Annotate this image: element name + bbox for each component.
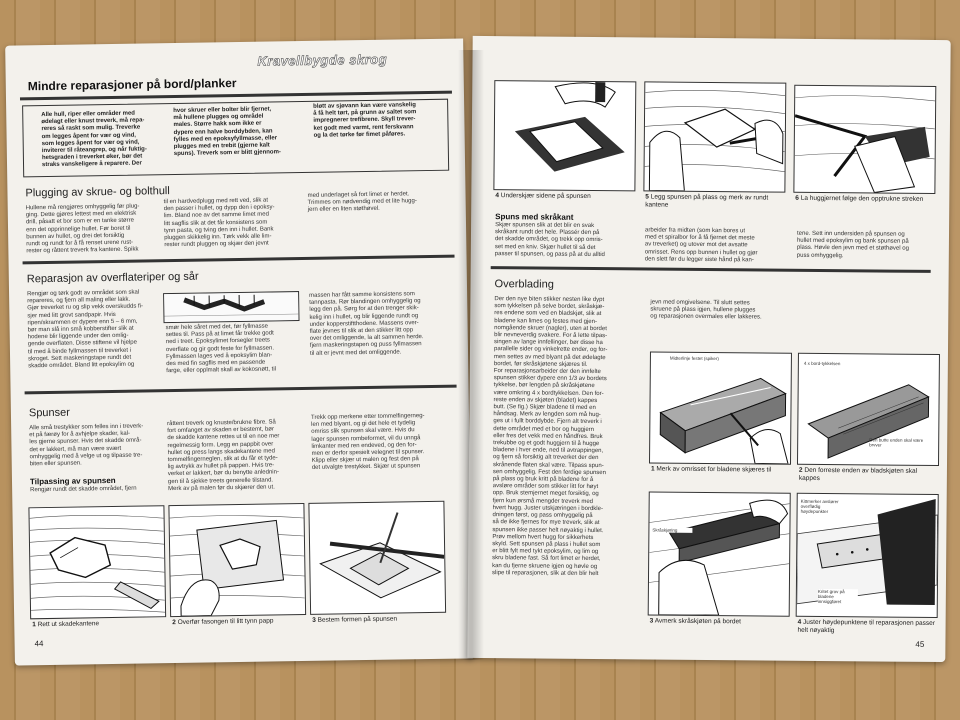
subheading-bevel-spuns: Spuns med skråkant — [495, 212, 574, 222]
figure-1-straighten-edges — [28, 505, 166, 619]
figure-1-caption: 1 Rett ut skadekantene — [32, 620, 100, 629]
page-title: Mindre reparasjoner på bord/planker — [27, 76, 237, 94]
figure-b2-butt-end — [797, 353, 940, 466]
scratches-col1: Rengjør og tørk godt av området som skal repareres, og fjern all maling eller lakk. Gjør treverket ru og slip vekk overskudds fi- sjer med litt grovt sandpapir. Hvis ripen/skrammen er dypere enn 5 – 6 mm, bør man slå inn små kobberstifter slik at hodene blir liggende under den omlig- gende overflaten. Disse stiftene vil hjelpe til med å binde fyllmassen til treverket i skroget. Sett maskeringstape rundt det skadde området. Bland litt epoksylim og — [27, 289, 144, 370]
figure-3-caption: 3 Bestem formen på spunsen — [312, 615, 398, 624]
overblading-col2: jevn med omgivelsene. Til slutt settes skruene på plass igjen, hullene plugges og reparasjonen overmales eller lakkeres. — [650, 299, 762, 321]
figure-b2-label: 4 x bord-tykkelsen — [803, 360, 841, 367]
figure-2-caption: 2 Overfør fasongen til litt tynn papp — [172, 617, 274, 627]
overblading-col1: Der den nye biten stikker nesten like dypt som tykkelsen på selve bordet, skråskjæ- res endene som ved en bladskjøt, slik at bladene kan limes og festes med gjen- nomgående skruer (nagler), uten at bordet blir nevneverdig svakere. For å lette tilpas- singen av lange innfellinger, bør disse ha parallelle sider og vinkelrette ender, og for- men settes av med blyant på det ødelagte bordet, før skråskjøtene skjæres til. For reparasjonsarbeider der den innfelte spunsen stikker dypere enn 1/3 av bordets tykkelse, bør lengden på skråskjøtene være omkring 4 x bordtykkelsen. Den for- reste enden av skjøten (bladet) kappes butt. (Se fig.) Skjær bladene til med en håndsag. Merk av lengden som må hug- ges ut i fullt borddybde. Fjern alt treverk i dette området med et bor og huggjern eller fres det vekk med en håndfres. Bruk trekubbe og et godt huggjern til å hugge bladene i hver ende, ned til avtrappingen, og fjern så forsiktig alt treverket der den skrånende flaten skal være. Tilpass spun- sen omhyggelig. Fest den ferdige spunsen på plass og bruk kritt på bladene for å avsløre områder som stikker litt for høyt opp. Bruk stemjernet meget forsiktig, og fjern kun ørsmå mengder treverk med hvert hugg. Juster utskjæringen i bordkle- dningen først, og pass omhyggelig på så de ikke fjernes for mye treverk, slik at spunsen ikke passer helt nøyaktig i hullet. Prøv mellom hvert hugg for sikkerhets skyld. Sett spunsen på plass i hullet som er blitt fylt med tykt epoksylim, og lim og skru bladene fast. Så fort limet er herdet, kan du fjerne skruene igjen og høvle og slipe til reparasjonen, slik at den blir helt — [492, 296, 608, 577]
figure-b3-caption: 3 Avmerk skråskjøten på bordet — [649, 617, 741, 626]
figure-b3-mark-scarf — [648, 491, 791, 616]
plugging-col2: til en hardvedplugg med rett ved, slik at den passer i hullet, og dypp den i epoksy- lim. Bland noe av det samme limet med litt sagflis slik at det får konsistens som tynn pasta, og tving den inn i hullet. Bank pluggen skikkelig inn. Tørk vekk alle lim- rester rundt pluggen og skjær den jevnt — [163, 197, 275, 249]
figure-b2-caption: 2 Den forreste enden av bladskjøten skal kappes — [798, 466, 918, 482]
figure-b1-caption: 1 Merk av omrisset for bladene skjæres til — [650, 465, 772, 474]
figure-b4-caption: 4 Juster høydepunktene til reparasjonen passer helt nøyaktig — [797, 618, 935, 634]
section-heading-scratches: Reparasjon av overflateriper og sår — [26, 270, 199, 286]
spunser-col2: råttent treverk og knuste/brukne fibre. Så fort omfanget av skaden er bestemt, bør de skadde kantene rettes ut til en noe mer regelmessig form. Legg en pappbit over hullet og press langs skadekantene med tommelfingerneglen, slik at du får et tyde- lig avtrykk av hullet på pappen. Hvis tre- verket er lakkert, bør du benytte anlednin- gen til å sjekke treets generelle tilstand. Merk av på malen før du skjærer den ut. — [167, 419, 280, 492]
figure-b4-label: Kittmerker avslører overflødig høydepunkter — [801, 499, 847, 514]
figure-6-caption: 6 La huggjernet følge den opptrukne streken — [795, 194, 924, 203]
figure-b4-label2: Kritet grov på bladene innsiggføret — [818, 589, 858, 604]
fitting-text: Rengjør rundt det skadde området, fjern — [30, 485, 137, 494]
figure-b3-label: Skråskjøring — [652, 528, 692, 533]
figure-5-caption: 5 Legg spunsen på plass og merk av rundt kantene — [645, 193, 769, 209]
intro-col2: hvor skruer eller bolter blir fjernet, må hullene plugges og områdel males. Større hakk som ikke er dypere enn halve borddybden, kan fylles med en epoksyfyllmasse, eller plugges med en trebit (gjerne kalt spuns). Treverk som er blitt gjennom- — [173, 106, 281, 158]
left-page — [5, 38, 473, 665]
figure-5-place-and-mark — [643, 81, 786, 192]
section-rule-1 — [23, 255, 455, 265]
subheading-fitting: Tilpassing av spunsen — [29, 475, 116, 487]
scratches-col2: smør hele såret med det, før fyllmasse settes til. Pass på at limet får trekke godt ned i treet. Epoksylimet forsegler treets overflate og gir godt feste for fyllmassen. Fyllmassen lages ved å epoksylim blan- des med fin sagflis med en passende farge, eller opplmalt skall av kokosnøtt, til — [165, 323, 277, 375]
section-rule-2 — [25, 385, 457, 395]
book-gutter — [458, 50, 484, 660]
section-rule-right — [491, 266, 931, 273]
page-number-left: 44 — [34, 639, 44, 649]
scratches-col3: massen har fått samme konsistens som tannpasta. Rør blandingen omhyggelig og legg den på. Sørg for at den trenger skik- kelig inn i hullet, og blir liggende rundt og under kopperstiftthodene. Massens over- flate jevnes til slik at den stikker litt opp over det omliggende, la alt sammen herde. fjern maskeringstapen og puss fyllmassen til alt er jevnt med det omliggende. — [309, 291, 424, 357]
figure-4-caption: 4 Underskjær sidene på spunsen — [495, 192, 591, 200]
figure-6-chisel-follows-line — [793, 85, 936, 194]
figure-b1-label: Midterlinje festet (spiker) — [669, 355, 719, 362]
section-banner: Kravellbygde skrog — [257, 51, 388, 69]
intro-col3: bløtt av sjøvann kan være vanskelig å få helt tørt, på grunn av saltet som impregnerer trefibrene. Skyll trever- ket godt med varmt, rent ferskvann og la det tørke før fimet påføres. — [313, 102, 417, 139]
scratch-figure — [163, 291, 299, 323]
intro-col1: Alle hull, riper eller områder med ødelagt eller knust treverk, må repa- reres så raskt som mulig. Treverke om legges åpent for vær og vind, som legges åpent for vær og vind, inviterer til råteangrep, og når fuktig- hetsgraden i treverket øker, bør det straks vanskeligere å reparere. Der — [41, 110, 147, 169]
figure-b1-mark-outline — [649, 351, 792, 464]
section-heading-plugging: Plugging av skrue- og bolthull — [25, 185, 170, 200]
intro-box — [22, 99, 449, 178]
figure-3-determine-form — [308, 501, 446, 615]
bevel-col1: Skjær spunsen slik at det blir en svak skråkant rundt det hele. Plassér den på det skadde området, og trekk opp omris- set med en kniv. Skjær hullet til så det passer til spunsen, og pass på at du alltid — [494, 222, 605, 258]
figure-4-undercut — [493, 80, 636, 191]
right-page — [467, 36, 950, 662]
bevel-col2: arbeider fra midten (som kan bores ut med et spiralbor for å få fjernet det meste av treverket) og utover mot det avsatte omrisset. Rens opp bunnen i hullet og gjør den slett før du legger siste hånd på kan- — [644, 227, 758, 264]
section-heading-overblading: Overblading — [494, 278, 554, 291]
figure-b2-label2: Den butte enden skal være brvver — [869, 437, 924, 448]
plugging-col3: med underlaget så fort limet er herdet. Trimmes om nødvendig med et lite hugg- jern eller en liten støthøvel. — [307, 191, 417, 214]
bevel-col3: tene. Sett inn undersiden på spunsen og hullet med epoksylim og bank spunsen på plass. Høvle den jevn med et støthøvel og puss omhyggelig. — [796, 230, 909, 259]
page-number-right: 45 — [915, 639, 925, 649]
figure-2-transfer-shape — [168, 503, 306, 617]
section-heading-spunser: Spunser — [28, 406, 71, 420]
spunser-col1: Alle små trestykker som felles inn i treverk- et på færøy for å avhjelpe skader, kal- les gjerne spunser. Hvis det skadde områ- det er lakkert, må man være svært omhyggelig med å velge ut og tilpasse tre- biten eller spunsen. — [29, 423, 144, 468]
spunser-col3: Trekk opp merkene etter tommelfingerneg- len med blyant, og gi det hele et tydelig omriss slik spunsen skal være. Hvis du lager spunsen rombeformet, vil du unngå limkanter med ren endeved, og den for- men er derfor spesielt velegnet til spunser. Klipp eller skjær ut malen og fest den på det utvalgte trestykket. Skjær ut spunsen — [310, 413, 425, 472]
plugging-col1: Hullene må rengjøres omhyggelig før plug- ging. Dette gjøres lettest med en elektrisk drill, påsatt et bor som er en tanke større enn det opprinnelige hullet. Før boret til bunnen av hullet, og drei det forsiktig rundt og rundt for å få renset urene rust- rester og råttent treverk fra kantene. Spikk — [25, 203, 140, 255]
